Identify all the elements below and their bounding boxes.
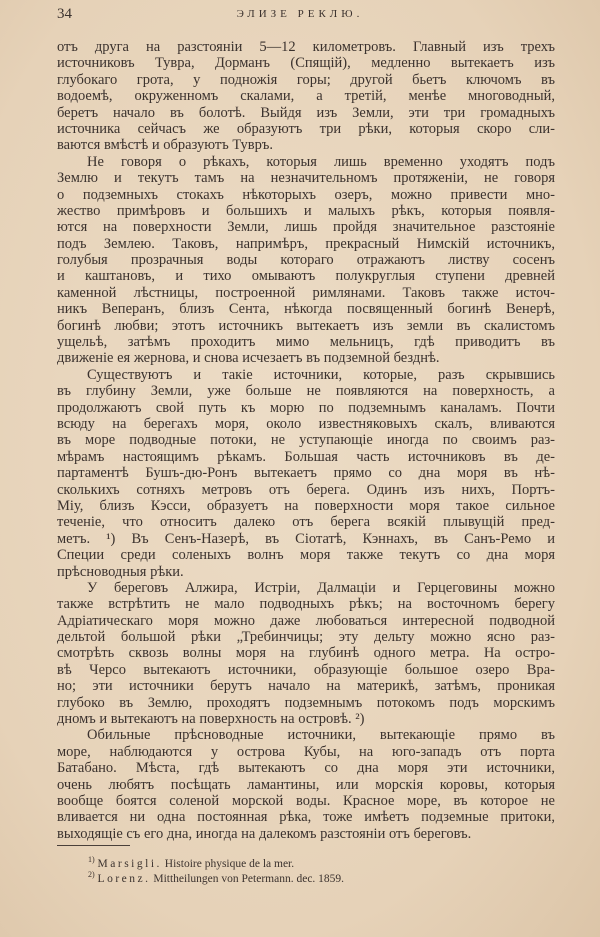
text-line: ущельѣ, затѣмъ проходитъ мимо мельницъ, гдѣ приводитъ въ — [57, 334, 555, 351]
text-line: источниковъ Тувра, Дорманъ (Спящій), медленно вытекаетъ изъ — [57, 55, 555, 72]
text-line: глубокаго грота, у подножія горы; другой бьетъ ключомъ въ — [57, 71, 555, 88]
footnote-mark: 2) — [88, 870, 95, 879]
text-line: но; эти источники берутъ начало на материкѣ, затѣмъ, проникая — [57, 678, 555, 695]
text-line: Специи среди соленыхъ волнъ моря также текутъ со дна моря — [57, 547, 555, 564]
text-line: голубыя прозрачныя воды котораго отражаютъ листву сосенъ — [57, 252, 555, 269]
text-line: продолжаютъ свой путь къ морю по подземнымъ каналамъ. Почти — [57, 399, 555, 416]
text-line: прѣсноводныя рѣки. — [57, 563, 184, 580]
text-line: дномъ и вытекаютъ на поверхность на островѣ. ²) — [57, 711, 365, 728]
text-line: У береговъ Алжира, Истріи, Далмаціи и Герцеговины можно — [87, 579, 555, 596]
paragraph — [57, 367, 555, 580]
footnote-1 — [88, 855, 294, 870]
text-line: метъ. ¹) Въ Сенъ-Назерѣ, въ Сіотатѣ, Кэннахъ, въ Санъ-Ремо и — [57, 530, 555, 547]
text-line: каменной лѣстницы, построенной римлянами. Таковъ также источ- — [57, 284, 555, 301]
paragraph — [57, 39, 555, 154]
footnote-text: Mittheilungen von Petermann. dec. 1859. — [153, 872, 345, 885]
running-title: ЭЛИЗЕ РЕКЛЮ. — [236, 8, 364, 20]
text-line: глубоко въ Землю, проходятъ подземнымъ потокомъ подъ морскимъ — [57, 694, 555, 711]
footnote-text: Histoire physique de la mer. — [164, 857, 295, 870]
text-line: ются на поверхности Земли, лишь пройдя значительное разстояніе — [57, 219, 555, 236]
text-line: жество примѣровъ и большихъ и малыхъ рѣкъ, которыя появля- — [57, 202, 555, 219]
text-line: Не говоря о рѣкахъ, которыя лишь временно уходятъ подъ — [87, 153, 555, 170]
text-line: о подземныхъ стокахъ нѣкоторыхъ озеръ, можно привести мно- — [57, 186, 555, 203]
text-line: ваются вмѣстѣ и образуютъ Тувръ. — [57, 137, 273, 154]
text-line: вообще боятся соленой морской воды. Красное море, въ которое не — [57, 792, 555, 809]
text-line: никъ Веперанъ, близъ Сента, нѣкогда посвященный богинѣ Венерѣ, — [57, 301, 555, 318]
text-line: вѣ Черсо вытекаютъ источники, образующіе большое озеро Вра- — [57, 661, 555, 678]
text-line: Землю и текутъ тамъ на незначительномъ протяженіи, не говоря — [57, 170, 555, 187]
text-line: богинѣ любви; этотъ источникъ вытекаетъ изъ земли въ скалистомъ — [57, 317, 555, 334]
text-line: въ море подводные потоки, не уступающіе иногда по своимъ раз- — [57, 432, 555, 449]
text-line: мѣрамъ настоящимъ рѣкамъ. Большая часть источниковъ въ де- — [57, 448, 555, 465]
text-line: дельтой большой рѣки „Требинчицы; эту дельту можно ясно раз- — [57, 629, 555, 646]
text-line: источника сейчасъ же образуютъ три рѣки, которыя скоро сли- — [57, 120, 555, 137]
text-line: сколькихъ сотняхъ метровъ отъ берега. Одинъ изъ нихъ, Портъ- — [57, 481, 555, 498]
footnote-2 — [88, 870, 344, 885]
text-line: смотрѣть сквозь волны моря на глубинѣ одного метра. На остро- — [57, 645, 555, 662]
text-line: водоемѣ, окруженномъ скалами, а третій, менѣе многоводный, — [57, 88, 555, 105]
text-line: беретъ начало въ болотѣ. Выйдя изъ Земли, эти три громадныхъ — [57, 104, 555, 121]
text-line: очень любятъ посѣщать ламантины, или морскія коровы, которыя — [57, 776, 555, 793]
text-line: Адріатическаго моря можно даже любоваться интересной подводной — [57, 612, 555, 629]
footnote-author: Lorenz. — [97, 872, 151, 885]
text-line: Міу, близъ Кэсси, образуетъ на поверхности моря такое сильное — [57, 497, 555, 514]
text-line: всюду на берегахъ моря, около известняковыхъ скалъ, вливаются — [57, 415, 555, 432]
text-line: партаментѣ Бушъ-дю-Ронъ вытекаетъ прямо со дна моря въ нѣ- — [57, 465, 555, 482]
footnote-mark: 1) — [88, 855, 95, 864]
text-line: отъ друга на разстояніи 5—12 километровъ. Главный изъ трехъ — [57, 39, 555, 55]
text-line: Существуютъ и такіе источники, которые, разъ скрывшись — [87, 366, 555, 383]
paragraph — [57, 154, 555, 367]
footnote-rule — [57, 845, 130, 846]
text-line: движеніе ея жернова, и снова исчезаетъ въ подземной безднѣ. — [57, 350, 440, 367]
text-line: теченіе, что относитъ далеко отъ берега всякій плывущій пред- — [57, 514, 555, 531]
body-text — [57, 39, 555, 842]
footnote-author: Marsigli. — [97, 857, 162, 870]
paragraph — [57, 727, 555, 842]
text-line: выходящіе съ его дна, иногда на далекомъ разстояніи отъ береговъ. — [57, 825, 472, 842]
text-line: Обильные прѣсноводные источники, вытекающіе прямо въ — [87, 727, 555, 744]
text-line: Батабано. Мѣста, гдѣ вытекаютъ со дна моря эти источники, — [57, 760, 555, 777]
text-line: вливается ни одна постоянная рѣка, тоже имѣетъ подземные притоки, — [57, 809, 555, 826]
page-number: 34 — [57, 6, 72, 22]
text-line: море, наблюдаются у острова Кубы, на юго-западъ отъ порта — [57, 743, 555, 760]
text-line: въ глубину Земли, уже больше не появляются на поверхность, а — [57, 383, 555, 400]
text-line: подъ Землею. Таковъ, напримѣръ, прекрасный Нимскій источникъ, — [57, 235, 555, 252]
text-line: также встрѣтить не мало подводныхъ рѣкъ; на восточномъ берегу — [57, 596, 555, 613]
paragraph — [57, 580, 555, 728]
text-line: и каштановъ, и тихо омываютъ полукруглыя ступени древней — [57, 268, 555, 285]
